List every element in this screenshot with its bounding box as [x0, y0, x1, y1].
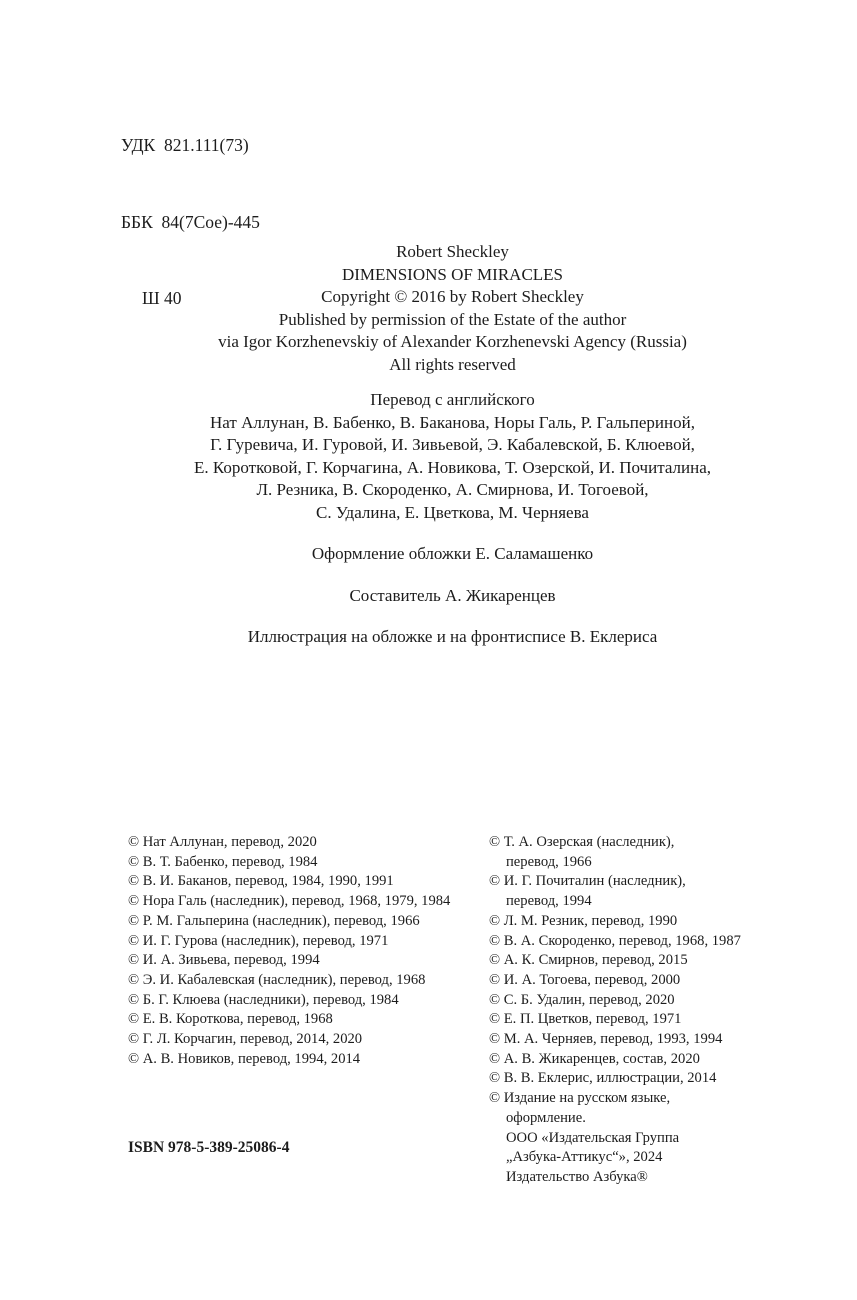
copyright-line: оформление. [506, 1109, 586, 1126]
copyright-line: © В. В. Еклерис, иллюстрации, 2014 [489, 1070, 717, 1087]
isbn: ISBN 978-5-389-25086-4 [128, 1139, 290, 1156]
copyright-line: © Т. А. Озерская (наследник), [489, 834, 675, 850]
english-copyright-line: Robert Sheckley [396, 242, 509, 261]
copyright-line: перевод, 1994 [506, 893, 592, 910]
copyright-line: © А. В. Жикаренцев, состав, 2020 [489, 1050, 700, 1067]
copyright-line: © И. А. Зивьева, перевод, 1994 [128, 952, 320, 969]
translator-line: Нат Аллунан, В. Бабенко, В. Баканова, Норы Галь, Р. Гальпериной, [210, 412, 695, 432]
english-copyright-line: via Igor Korzhenevskiy of Alexander Korzhenevski Agency (Russia) [218, 332, 687, 352]
english-copyright-block [85, 241, 820, 377]
copyright-line: © Издание на русском языке, [489, 1090, 671, 1107]
copyright-line: ООО «Издательская Группа [506, 1129, 680, 1146]
copyright-line: © И. Г. Гурова (наследник), перевод, 1971 [128, 932, 389, 949]
translation-header: Перевод с английского [370, 390, 535, 409]
copyright-line: © С. Б. Удалин, перевод, 2020 [489, 991, 675, 1008]
copyright-line: „Азбука-Аттикус“», 2024 [506, 1149, 663, 1166]
translation-block [85, 389, 820, 525]
illustration-credit: Иллюстрация на обложке и на фронтисписе В. Еклериса [247, 627, 658, 646]
translator-line: Г. Гуревича, И. Гуровой, И. Зивьевой, Э. Кабалевской, Б. Клюевой, [210, 435, 695, 455]
compiler-credit: Составитель А. Жикаренцев [349, 586, 556, 605]
bbk-line: ББК 84(7Сое)-445 [121, 211, 260, 232]
udk-line: УДК 821.111(73) [121, 135, 249, 155]
copyright-line: © Л. М. Резник, перевод, 1990 [489, 912, 678, 929]
copyright-line: перевод, 1966 [506, 853, 592, 870]
english-copyright-line: Copyright © 2016 by Robert Sheckley [321, 287, 584, 307]
copyright-line: © А. К. Смирнов, перевод, 2015 [489, 952, 688, 969]
copyright-line: © Р. М. Гальперина (наследник), перевод, 1966 [128, 912, 420, 929]
copyright-line: © Э. И. Кабалевская (наследник), перевод, 1968 [128, 971, 426, 988]
english-copyright-line: DIMENSIONS OF MIRACLES [341, 264, 564, 284]
copyright-line: © Е. П. Цветков, перевод, 1971 [489, 1011, 682, 1028]
copyright-line: © А. В. Новиков, перевод, 1994, 2014 [128, 1050, 361, 1067]
copyright-line: © Нат Аллунан, перевод, 2020 [128, 834, 317, 850]
translator-line: С. Удалина, Е. Цветкова, М. Черняева [316, 502, 589, 522]
english-copyright-line: All rights reserved [389, 354, 516, 374]
copyright-line: © Нора Галь (наследник), перевод, 1968, 1979, 1984 [128, 893, 451, 910]
copyright-line: © И. А. Тогоева, перевод, 2000 [489, 971, 681, 988]
english-copyright-line: Published by permission of the Estate of the author [278, 309, 627, 329]
copyright-line: Издательство Азбука® [506, 1168, 648, 1185]
translators-list [85, 412, 820, 525]
copyright-line: © В. Т. Бабенко, перевод, 1984 [128, 853, 318, 870]
copyright-line: © М. А. Черняев, перевод, 1993, 1994 [489, 1031, 723, 1048]
cover-design-credit: Оформление обложки Е. Саламашенко [311, 544, 594, 563]
translator-line: Л. Резника, В. Скороденко, А. Смирнова, И. Тогоевой, [256, 480, 649, 500]
copyright-line: © Б. Г. Клюева (наследники), перевод, 1984 [128, 991, 399, 1008]
copyright-line: © В. А. Скороденко, перевод, 1968, 1987 [489, 932, 741, 949]
copyright-column-right [489, 833, 829, 1188]
copyright-line: © Г. Л. Корчагин, перевод, 2014, 2020 [128, 1031, 363, 1048]
copyright-line: © В. И. Баканов, перевод, 1984, 1990, 1991 [128, 873, 394, 890]
author-sign-line: Ш 40 [142, 288, 182, 308]
copyright-column-left [128, 833, 483, 1069]
copyright-line: © И. Г. Почиталин (наследник), [489, 873, 686, 890]
copyright-line: © Е. В. Короткова, перевод, 1968 [128, 1011, 333, 1028]
translator-line: Е. Коротковой, Г. Корчагина, А. Новикова, Т. Озерской, И. Почиталина, [193, 457, 712, 477]
